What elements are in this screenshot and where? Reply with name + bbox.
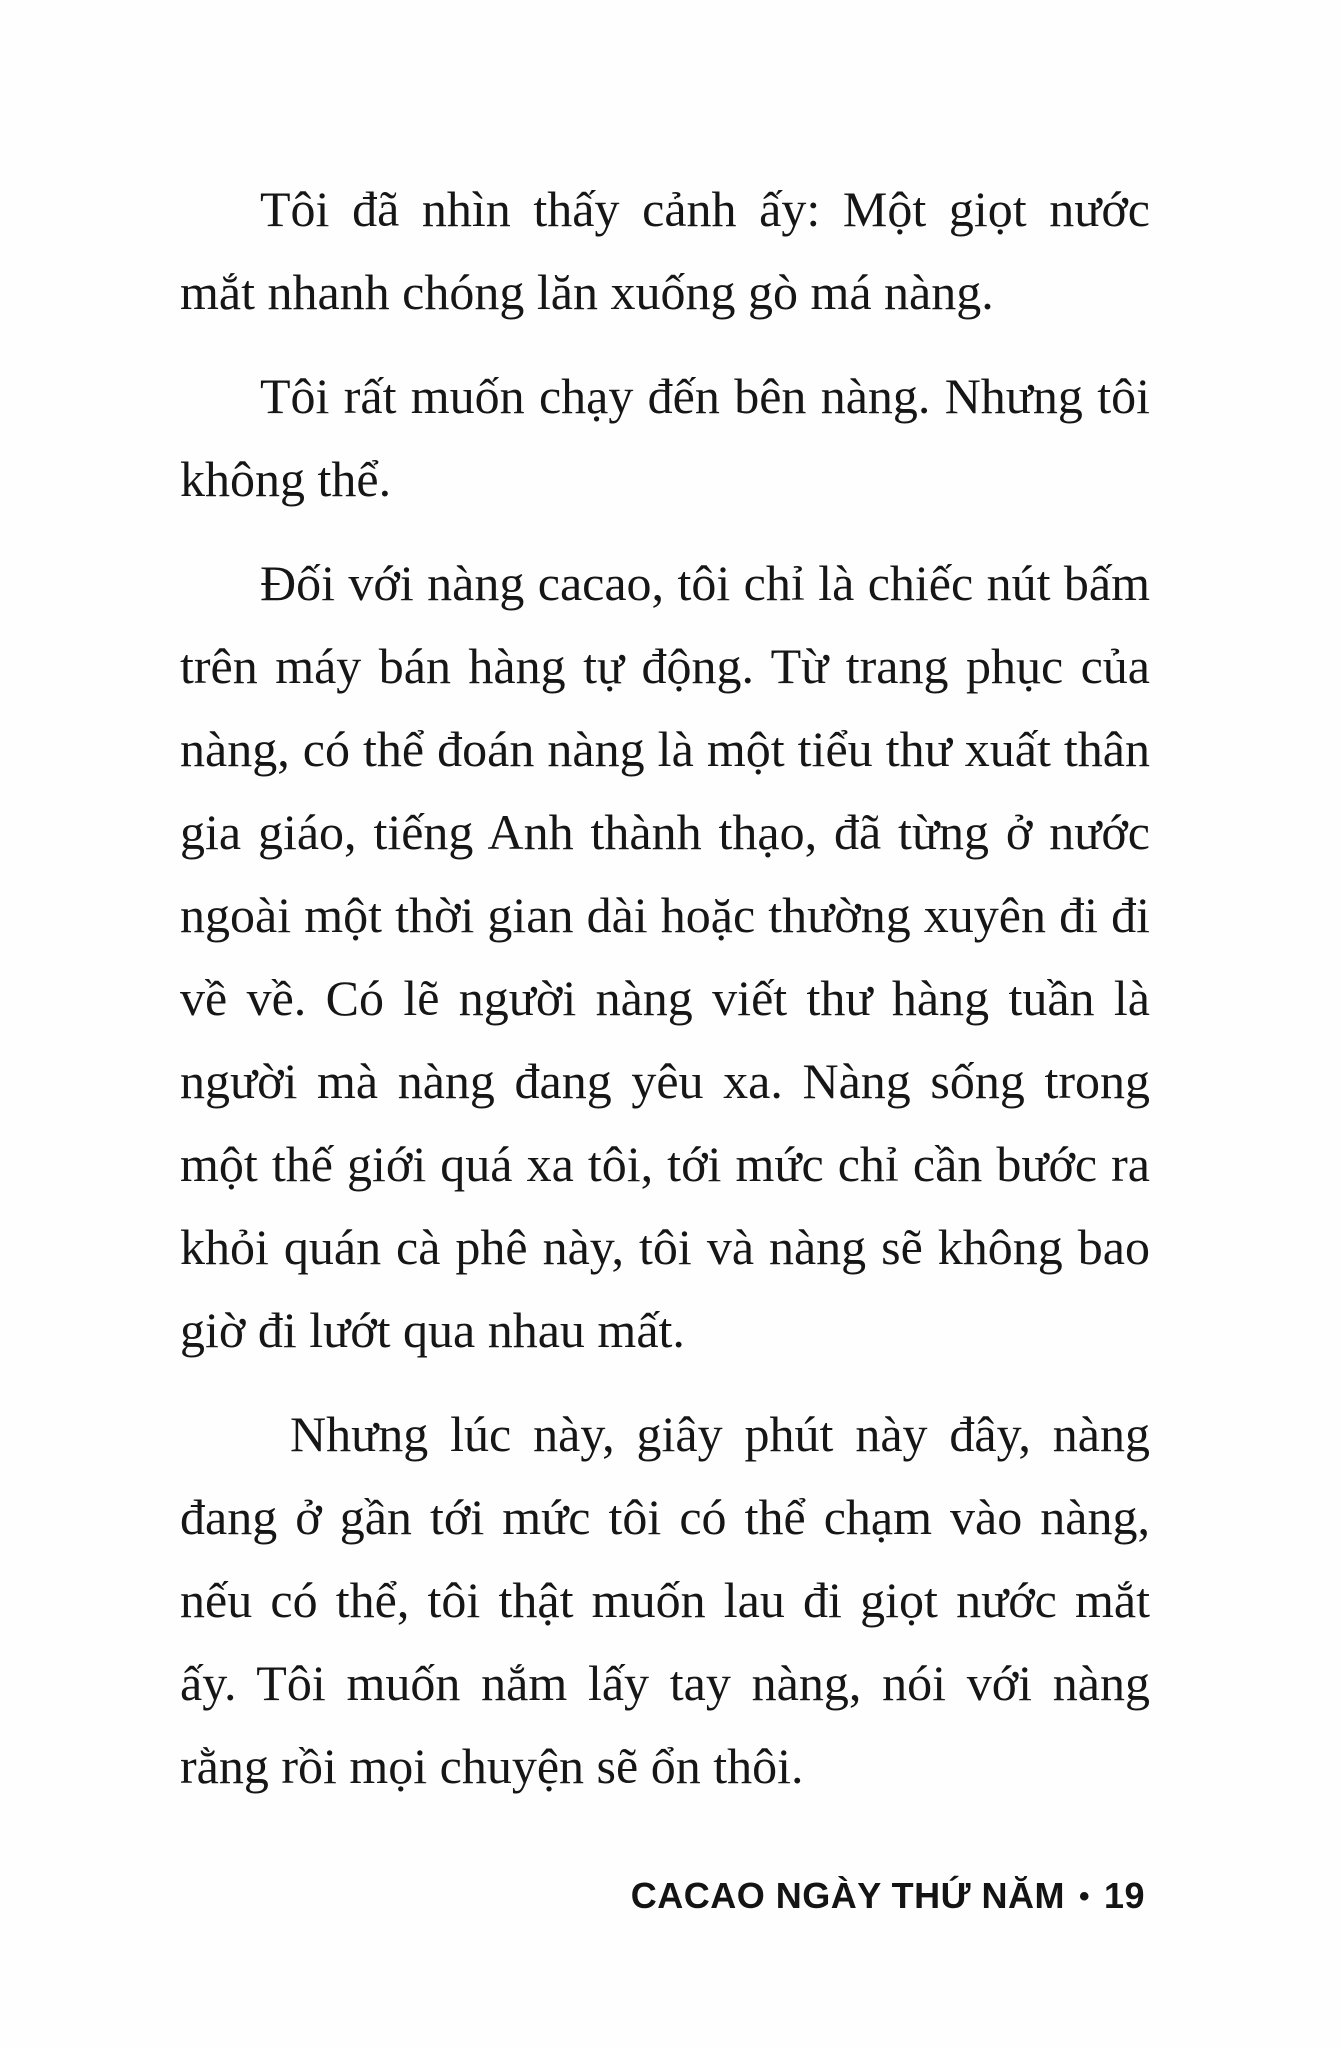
page-number: 19 <box>1103 1875 1145 1916</box>
paragraph-2: Tôi rất muốn chạy đến bên nàng. Nhưng tôi không thể. <box>180 368 1150 507</box>
footer-separator: • <box>1078 1880 1090 1913</box>
paragraph-3: Đối với nàng cacao, tôi chỉ là chiếc nút bấm trên máy bán hàng tự động. Từ trang phục của nàng, có thể đoán nàng là một tiểu thư xuất thân gia giáo, tiếng Anh thành thạo, đã từng ở nước ngoài một thời gian dài hoặc thường xuyên đi đi về về. Có lẽ người nàng viết thư hàng tuần là người mà nàng đang yêu xa. Nàng sống trong một thế giới quá xa tôi, tới mức chỉ cần bước ra khỏi quán cà phê này, tôi và nàng sẽ không bao giờ đi lướt qua nhau mất. <box>180 555 1150 1358</box>
paragraph-1: Tôi đã nhìn thấy cảnh ấy: Một giọt nước mắt nhanh chóng lăn xuống gò má nàng. <box>180 181 1150 320</box>
page-footer <box>631 1874 1145 1919</box>
paragraph-4: Nhưng lúc này, giây phút này đây, nàng đang ở gần tới mức tôi có thể chạm vào nàng, nếu có thể, tôi thật muốn lau đi giọt nước mắt ấy. Tôi muốn nắm lấy tay nàng, nói với nàng rằng rồi mọi chuyện sẽ ổn thôi. <box>180 1406 1150 1794</box>
running-title: CACAO NGÀY THỨ NĂM <box>630 1875 1065 1916</box>
page-body-text <box>180 168 1150 1808</box>
